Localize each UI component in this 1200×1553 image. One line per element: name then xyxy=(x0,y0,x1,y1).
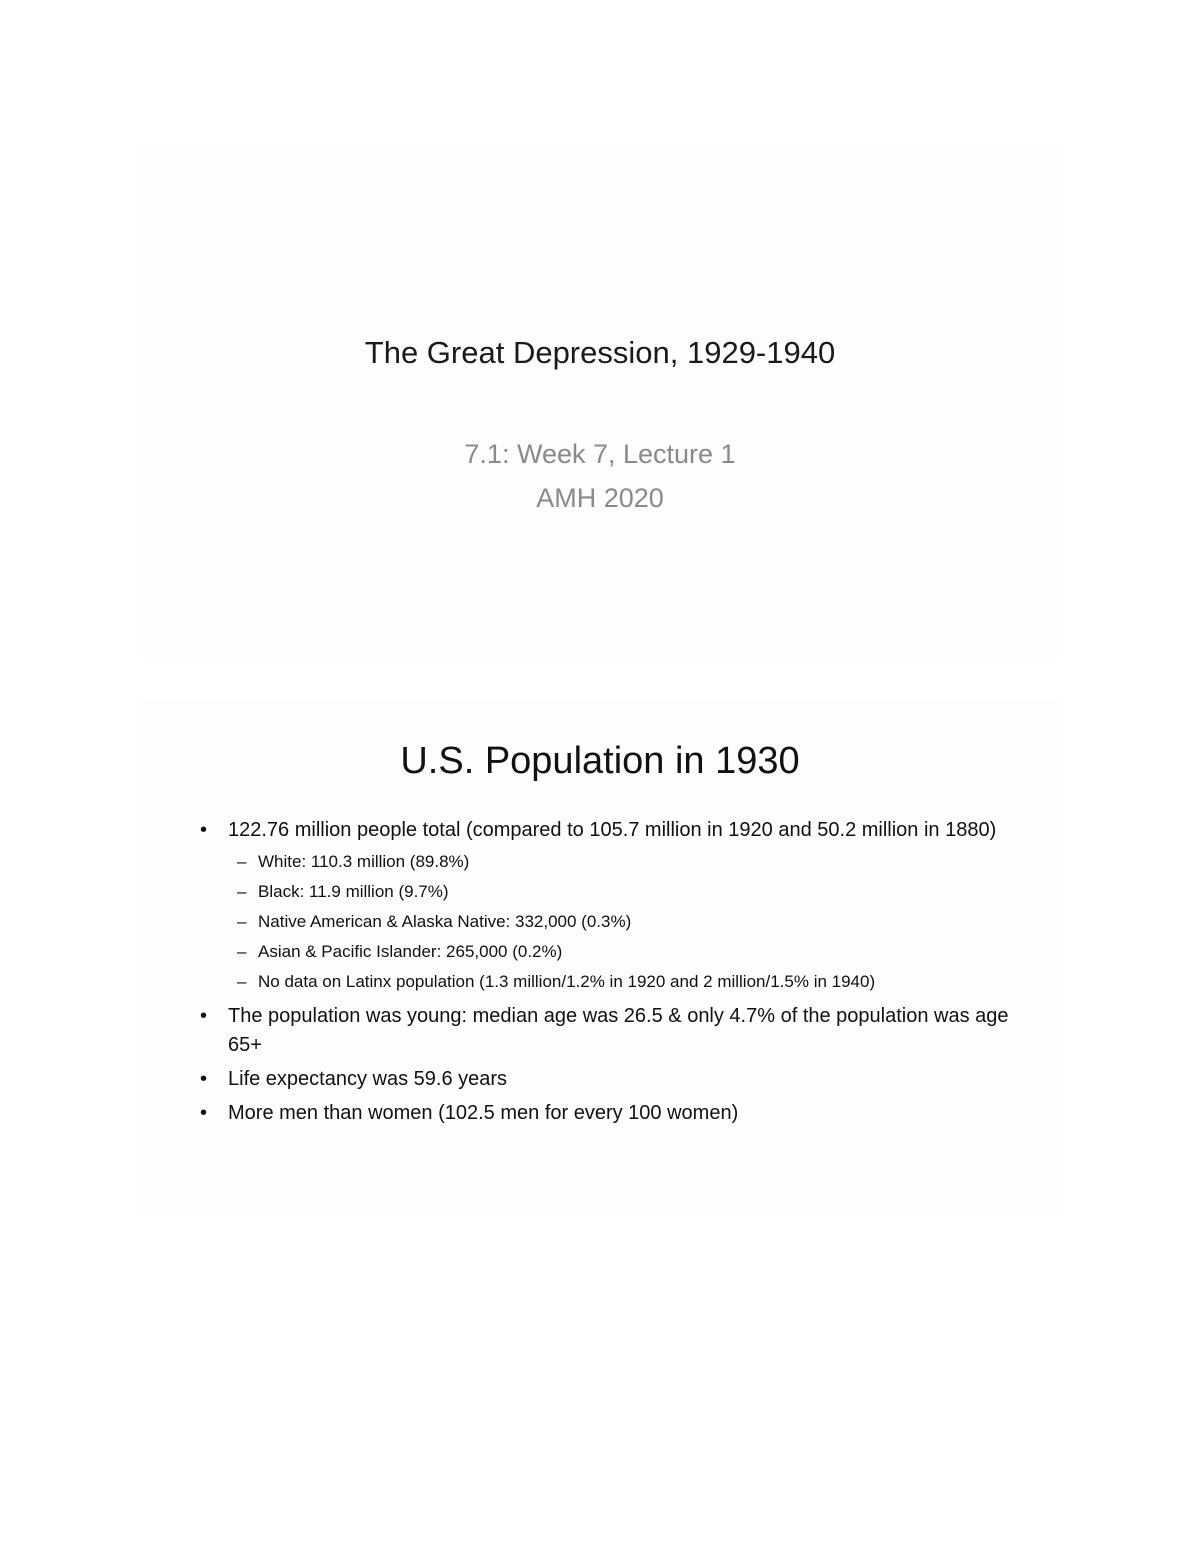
sub-item-text: Black: 11.9 million (9.7%) xyxy=(258,882,449,901)
bullet-text: The population was young: median age was 26.5 & only 4.7% of the population was age 65+ xyxy=(228,1005,1009,1056)
sub-item-text: Native American & Alaska Native: 332,000 (0.3%) xyxy=(258,912,632,931)
bullet-text: Life expectancy was 59.6 years xyxy=(228,1068,508,1090)
sub-item-latinx xyxy=(228,967,1020,997)
sub-bullet-list xyxy=(228,847,1020,997)
bullet-item-median-age xyxy=(200,1002,1020,1060)
sub-item-native-american xyxy=(228,907,1020,937)
dash-icon: – xyxy=(237,912,247,931)
dash-icon: – xyxy=(237,942,247,961)
bullet-text: 122.76 million people total (compared to 105.7 million in 1920 and 50.2 million in 1880) xyxy=(228,819,997,841)
bullet-text: More men than women (102.5 men for every 100 women) xyxy=(228,1102,739,1124)
bullet-list xyxy=(200,816,1020,1133)
dash-icon: – xyxy=(237,882,247,901)
sub-item-white xyxy=(228,847,1020,877)
bullet-icon: • xyxy=(200,1005,208,1027)
population-slide xyxy=(142,700,1058,1215)
title-slide xyxy=(142,143,1058,658)
dash-icon: – xyxy=(237,852,247,871)
bullet-item-total-population xyxy=(200,816,1020,997)
bullet-icon: • xyxy=(200,819,208,841)
sub-item-text: Asian & Pacific Islander: 265,000 (0.2%) xyxy=(258,942,563,961)
slide-title: U.S. Population in 1930 xyxy=(400,740,800,782)
sub-item-asian-pacific xyxy=(228,937,1020,967)
sub-item-text: White: 110.3 million (89.8%) xyxy=(258,852,470,871)
bullet-item-sex-ratio xyxy=(200,1099,1020,1128)
sub-item-black xyxy=(228,877,1020,907)
lecture-number: 7.1: Week 7, Lecture 1 xyxy=(464,439,736,469)
dash-icon: – xyxy=(237,972,247,991)
lecture-title: The Great Depression, 1929-1940 xyxy=(364,335,836,370)
bullet-item-life-expectancy xyxy=(200,1065,1020,1094)
bullet-icon: • xyxy=(200,1102,208,1124)
bullet-icon: • xyxy=(200,1068,208,1090)
sub-item-text: No data on Latinx population (1.3 million/1.2% in 1920 and 2 million/1.5% in 1940) xyxy=(258,972,876,991)
course-code: AMH 2020 xyxy=(536,483,664,513)
